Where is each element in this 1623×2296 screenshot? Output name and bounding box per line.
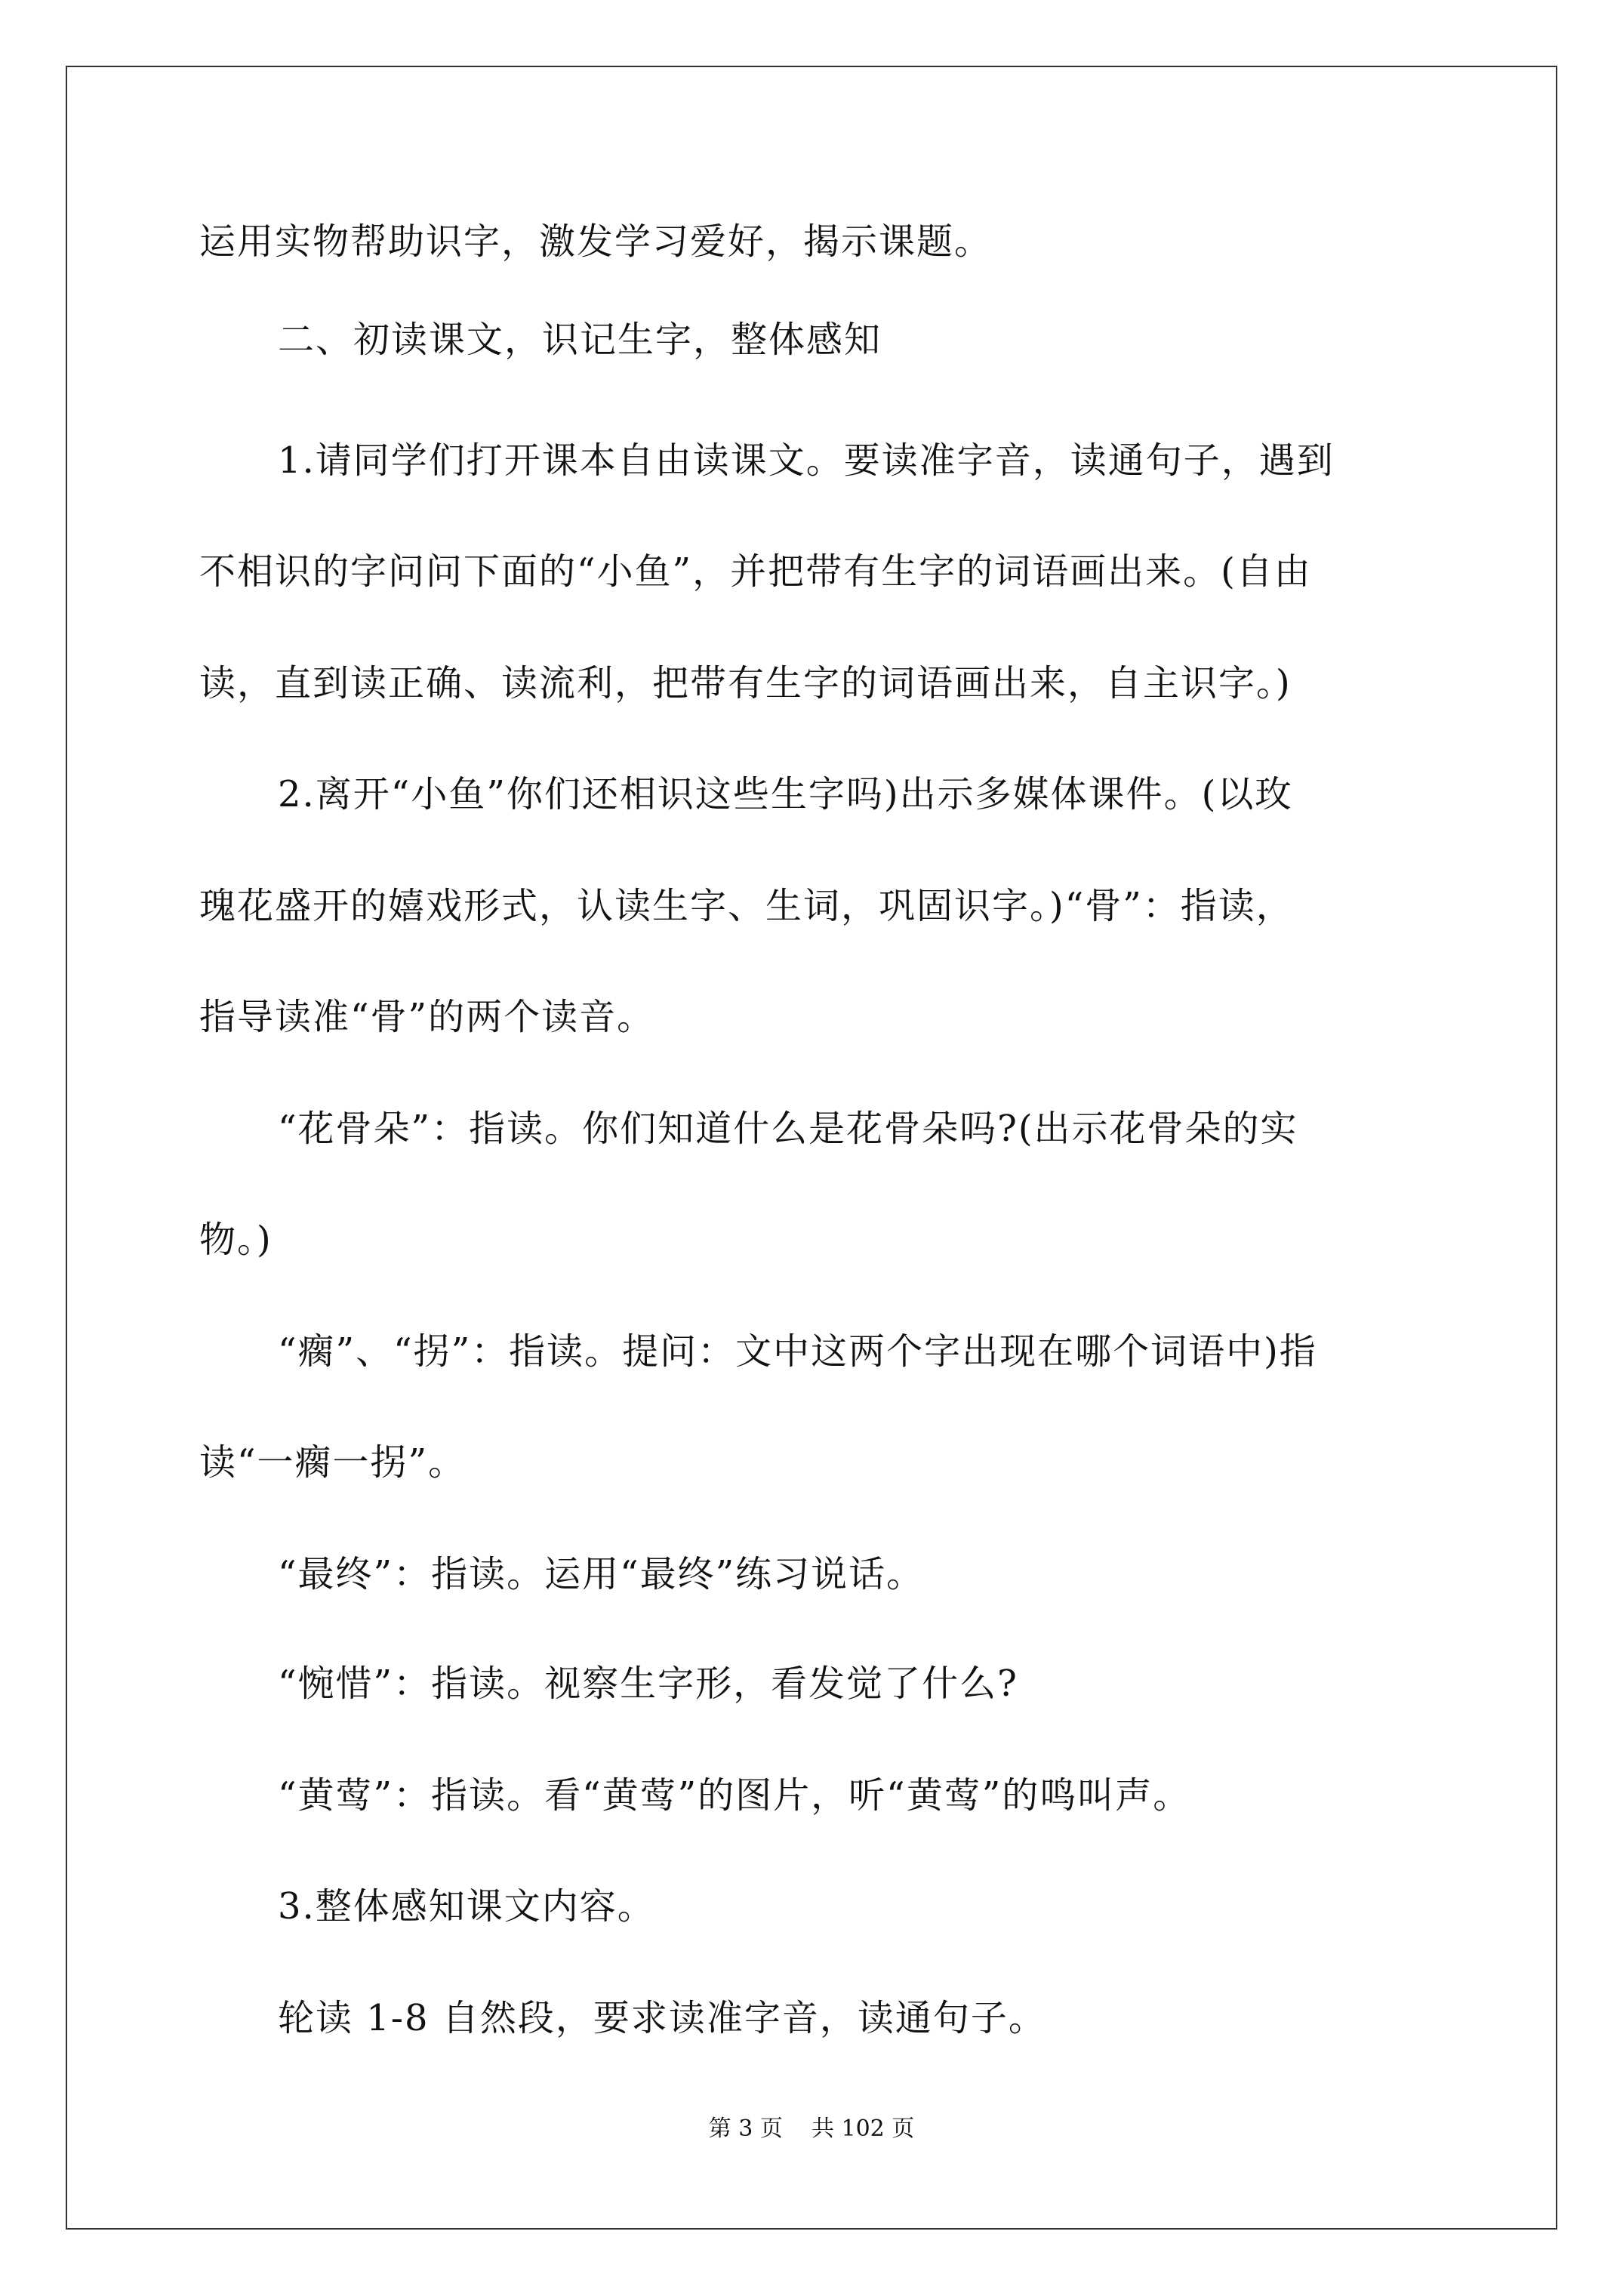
body-line: 2.离开“小鱼”你们还相识这些生字吗)出示多媒体课件。(以玫: [278, 773, 1293, 815]
body-line: 指导读准“骨”的两个读音。: [199, 996, 655, 1038]
section-heading: 二、初读课文，识记生字，整体感知: [278, 319, 882, 361]
body-line: 不相识的字问问下面的“小鱼”，并把带有生字的词语画出来。(自由: [199, 550, 1312, 593]
body-line: 瑰花盛开的嬉戏形式，认读生字、生词，巩固识字。)“骨”：指读，: [199, 885, 1294, 927]
page-number-footer: 第 3 页 共 102 页: [708, 2116, 915, 2142]
body-line: 读“一瘸一拐”。: [199, 1441, 467, 1484]
body-line: “最终”：指读。运用“最终”练习说话。: [278, 1553, 925, 1595]
body-line: “黄莺”：指读。看“黄莺”的图片，听“黄莺”的鸣叫声。: [278, 1774, 1191, 1817]
body-line: “惋惜”：指读。视察生字形，看发觉了什么?: [278, 1663, 1018, 1705]
body-line: “花骨朵”：指读。你们知道什么是花骨朵吗?(出示花骨朵的实: [278, 1108, 1298, 1150]
body-line: “瘸”、“拐”：指读。提问：文中这两个字出现在哪个词语中)指: [278, 1330, 1317, 1373]
body-line: 物。): [199, 1219, 273, 1261]
body-line: 运用实物帮助识字，激发学习爱好，揭示课题。: [199, 220, 993, 263]
body-line: 轮读 1-8 自然段，要求读准字音，读通句子。: [278, 1997, 1046, 2039]
body-line: 读，直到读正确、读流利，把带有生字的词语画出来，自主识字。): [199, 662, 1292, 704]
body-line: 1.请同学们打开课本自由读课文。要读准字音，读通句子，遇到: [278, 439, 1335, 482]
body-line: 3.整体感知课文内容。: [278, 1885, 655, 1928]
